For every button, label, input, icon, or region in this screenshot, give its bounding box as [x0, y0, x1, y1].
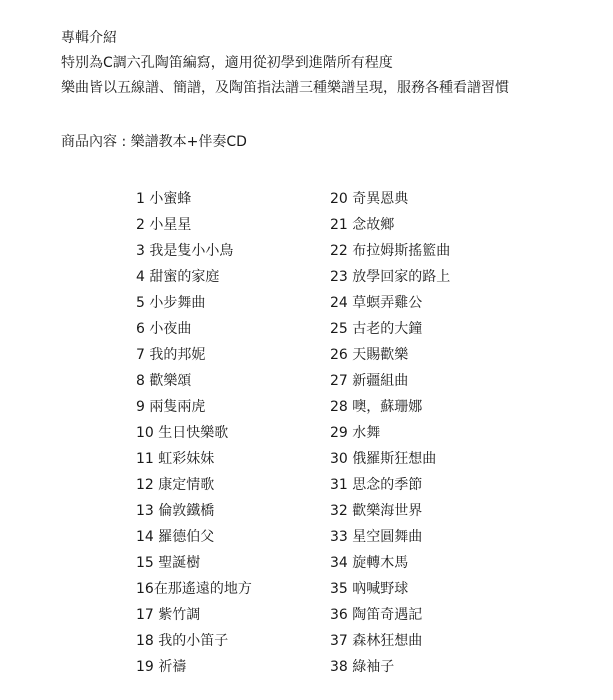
track-list-right [330, 186, 450, 680]
track-item: 32 歡樂海世界 [330, 503, 423, 519]
track-item: 14 羅德伯父 [136, 529, 215, 545]
track-item: 28 噢，蘇珊娜 [330, 399, 423, 415]
track-item: 9 兩隻兩虎 [136, 399, 206, 415]
track-item: 10 生日快樂歌 [136, 425, 229, 441]
track-item: 2 小星星 [136, 217, 192, 233]
track-item: 12 康定情歌 [136, 477, 215, 493]
track-item: 25 古老的大鐘 [330, 321, 423, 337]
track-item: 13 倫敦鐵橋 [136, 503, 215, 519]
track-item: 30 俄羅斯狂想曲 [330, 451, 437, 467]
track-item: 3 我是隻小小鳥 [136, 243, 234, 259]
track-item: 5 小步舞曲 [136, 295, 206, 311]
track-item: 38 綠袖子 [330, 659, 395, 675]
track-item: 36 陶笛奇遇記 [330, 607, 423, 623]
track-item: 33 星空圓舞曲 [330, 529, 423, 545]
track-item: 27 新疆組曲 [330, 373, 409, 389]
track-item: 11 虹彩妹妹 [136, 451, 215, 467]
track-item: 6 小夜曲 [136, 321, 192, 337]
track-item: 17 紫竹調 [136, 607, 201, 623]
track-item: 8 歡樂頌 [136, 373, 192, 389]
track-item: 22 布拉姆斯搖籃曲 [330, 243, 451, 259]
track-list-left [136, 186, 252, 680]
track-item: 24 草螟弄雞公 [330, 295, 423, 311]
track-item: 15 聖誕樹 [136, 555, 201, 571]
track-item: 31 思念的季節 [330, 477, 423, 493]
intro-line-1: 特別為C調六孔陶笛編寫，適用從初學到進階所有程度 [61, 55, 393, 71]
track-item: 1 小蜜蜂 [136, 191, 192, 207]
track-item: 37 森林狂想曲 [330, 633, 423, 649]
track-item: 34 旋轉木馬 [330, 555, 409, 571]
track-item: 16在那遙遠的地方 [136, 581, 252, 597]
track-item: 18 我的小笛子 [136, 633, 229, 649]
track-item: 7 我的邦妮 [136, 347, 206, 363]
track-item: 21 念故鄉 [330, 217, 395, 233]
track-item: 29 水舞 [330, 425, 381, 441]
track-item: 20 奇異恩典 [330, 191, 409, 207]
intro-line-2: 樂曲皆以五線譜、簡譜，及陶笛指法譜三種樂譜呈現，服務各種看譜習慣 [61, 80, 509, 96]
album-intro [61, 26, 509, 101]
track-item: 26 天賜歡樂 [330, 347, 409, 363]
track-item: 19 祈禱 [136, 659, 187, 675]
intro-heading: 專輯介紹 [61, 30, 117, 46]
product-contents: 商品內容 : 樂譜教本+伴奏CD [61, 134, 247, 150]
track-item: 35 吶喊野球 [330, 581, 409, 597]
track-item: 4 甜蜜的家庭 [136, 269, 220, 285]
track-item: 23 放學回家的路上 [330, 269, 451, 285]
